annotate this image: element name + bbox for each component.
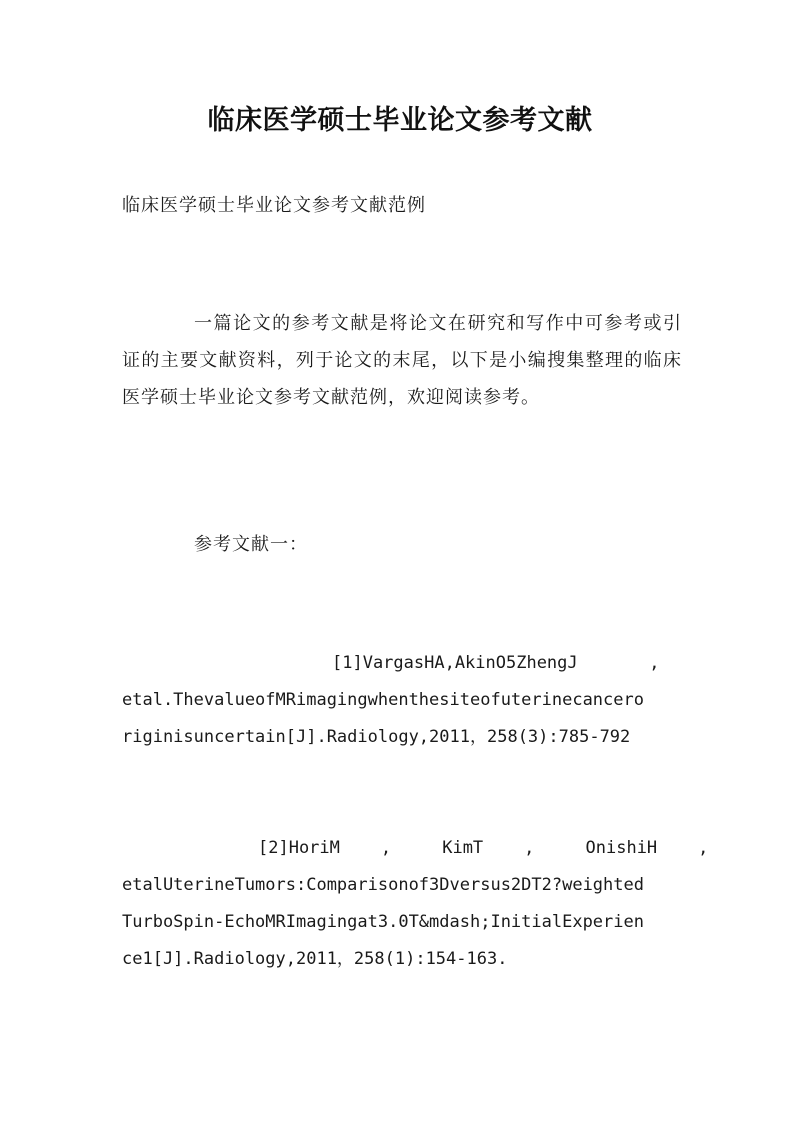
reference-1-line-3: riginisuncertain[J].Radiology,2011，258(3):785-792 [122,727,631,747]
reference-item-1 [122,645,672,756]
intro-paragraph: 一篇论文的参考文献是将论文在研究和写作中可参考或引证的主要文献资料，列于论文的末尾，以下是小编搜集整理的临床医学硕士毕业论文参考文献范例，欢迎阅读参考。 [122,313,682,408]
section-heading: 参考文献一： [194,534,308,555]
reference-2-line-3: TurboSpin-EchoMRImagingat3.0T&mdash;InitialExperien [122,912,644,932]
reference-1-line-1: [1]VargasHA,AkinO5ZhengJ , [332,653,660,673]
reference-1-line-2: etal.ThevalueofMRimagingwhenthesiteofuterinecancero [122,690,644,710]
reference-item-2 [122,830,709,978]
document-subtitle: 临床医学硕士毕业论文参考文献范例 [122,195,426,216]
reference-2-line-2: etalUterineTumors:Comparisonof3Dversus2DT2?weighted [122,875,644,895]
document-title: 临床医学硕士毕业论文参考文献 [207,105,593,136]
reference-2-line-4: ce1[J].Radiology,2011，258(1):154-163. [122,949,508,969]
reference-2-line-1: [2]HoriM , KimT , OnishiH , [258,838,709,858]
